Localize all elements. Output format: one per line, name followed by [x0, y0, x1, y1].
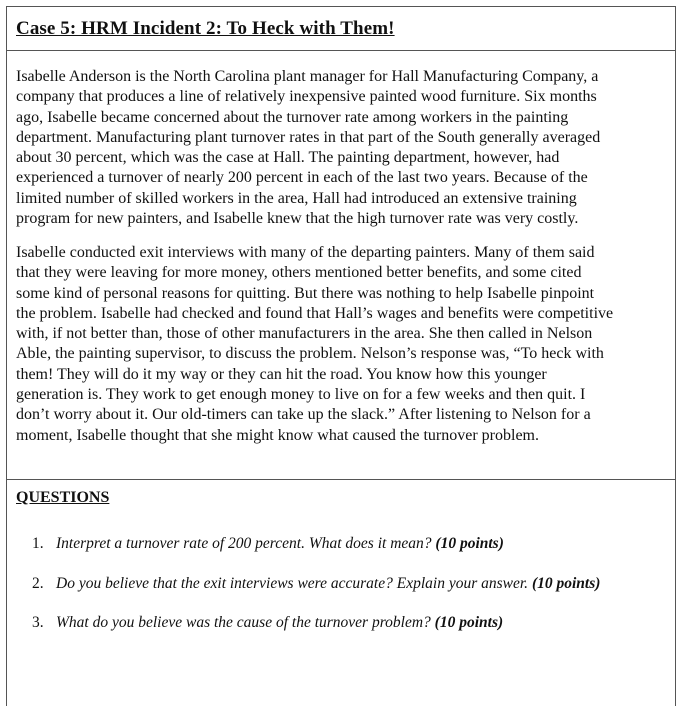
paragraph-1-line: ago, Isabelle became concerned about the turnover rate among workers in the painting [16, 108, 569, 126]
section-divider [7, 479, 675, 480]
paragraph-2-line: don’t worry about it. Our old-timers can take up the slack.” After listening to Nelson for a [16, 406, 591, 424]
paragraph-1 [16, 67, 668, 229]
case-document-frame [6, 6, 676, 706]
paragraph-2-line: some kind of personal reasons for quitting. But there was nothing to help Isabelle pinpoint [16, 284, 595, 302]
paragraph-1-line: experienced a turnover of nearly 200 percent in each of the last two years. Because of the [16, 169, 588, 187]
paragraph-2 [16, 243, 668, 446]
paragraph-1-line: about 30 percent, which was the case at Hall. The painting department, however, had [16, 149, 560, 167]
question-number: 2. [32, 575, 44, 592]
case-title: Case 5: HRM Incident 2: To Heck with Them! [16, 18, 395, 39]
paragraph-1-line: limited number of skilled workers in the area, Hall had introduced an extensive training [16, 189, 577, 207]
question-item [32, 575, 600, 593]
title-bar [7, 7, 675, 51]
paragraph-2-line: generation is. They work to get enough money to live on for a few weeks and then quit. I [16, 386, 586, 404]
paragraph-2-line: that they were leaving for more money, others mentioned better benefits, and some cited [16, 264, 582, 282]
paragraph-2-line: Isabelle conducted exit interviews with many of the departing painters. Many of them said [16, 244, 595, 261]
question-text: Do you believe that the exit interviews were accurate? Explain your answer. [56, 575, 529, 592]
paragraph-2-line: them! They will do it my way or they can hit the road. You know how this younger [16, 365, 547, 383]
paragraph-2-line: with, if not better than, those of other manufacturers in the area. She then called in Nelson [16, 325, 593, 343]
paragraph-2-line: Able, the painting supervisor, to discuss the problem. Nelson’s response was, “To heck with [16, 345, 604, 363]
paragraph-1-line: department. Manufacturing plant turnover rates in that part of the South generally averaged [16, 128, 601, 146]
question-item [32, 535, 504, 553]
question-number: 3. [32, 614, 44, 631]
paragraph-2-line: the problem. Isabelle had checked and found that Hall’s wages and benefits were competitive [16, 304, 614, 322]
question-text: Interpret a turnover rate of 200 percent. What does it mean? [56, 535, 432, 552]
questions-heading: QUESTIONS [16, 489, 110, 506]
question-number: 1. [32, 535, 44, 552]
question-item [32, 614, 503, 632]
question-points: (10 points) [435, 535, 504, 552]
question-points: (10 points) [434, 614, 504, 631]
paragraph-1-line: Isabelle Anderson is the North Carolina plant manager for Hall Manufacturing Company, a [16, 68, 599, 85]
paragraph-2-line: moment, Isabelle thought that she might know what caused the turnover problem. [16, 426, 539, 444]
paragraph-1-line: program for new painters, and Isabelle knew that the high turnover rate was very costly. [16, 210, 579, 228]
paragraph-1-line: company that produces a line of relatively inexpensive painted wood furniture. Six months [16, 88, 597, 106]
question-points: (10 points) [531, 575, 601, 592]
question-text: What do you believe was the cause of the turnover problem? [56, 614, 431, 631]
